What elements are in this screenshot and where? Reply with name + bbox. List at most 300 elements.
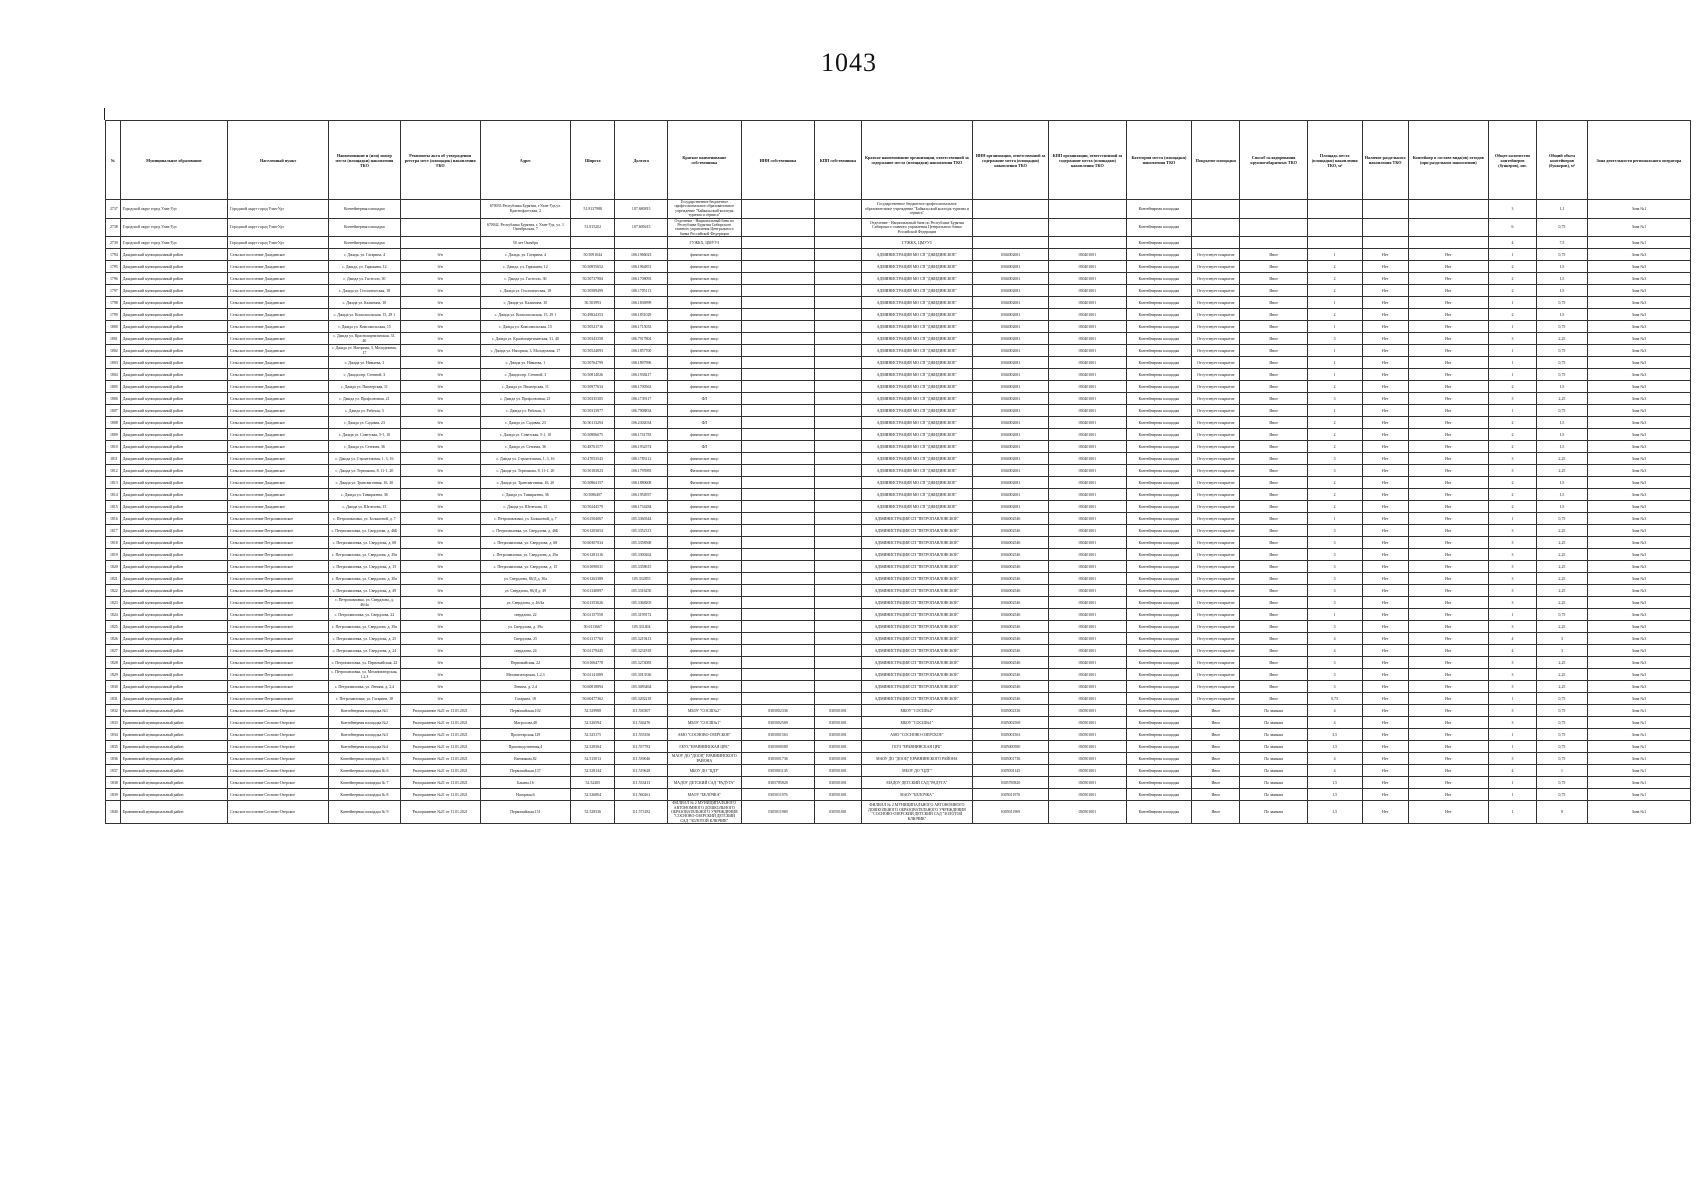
table-cell: Пролетарская,129	[480, 729, 571, 741]
table-row	[106, 525, 1691, 537]
table-cell: Иное	[1240, 417, 1307, 429]
table-cell: Иное	[1192, 801, 1240, 824]
table-row	[106, 597, 1691, 609]
table-cell: 106.1897996	[615, 357, 668, 369]
table-cell: с. Петропавловка, ул. Свердлова, д. 46Б	[329, 525, 401, 537]
table-cell: Контейнерная площадка	[1126, 573, 1191, 585]
table-cell: Нет	[1408, 669, 1488, 681]
table-cell: 1796	[106, 273, 121, 285]
table-cell: 2	[1488, 429, 1536, 441]
table-cell	[815, 489, 861, 501]
table-cell: с. Джида ул. Гастелло, 30	[329, 273, 401, 285]
table-cell: Сельское поселение Петропавловское	[228, 621, 329, 633]
table-cell: 1,5	[1537, 477, 1588, 489]
table-cell: Отсутствует покрытие	[1192, 393, 1240, 405]
table-cell	[815, 429, 861, 441]
table-cell: Нет	[1362, 681, 1408, 693]
table-cell: физическое лицо	[667, 357, 741, 369]
table-cell: физическое лицо	[667, 561, 741, 573]
table-row	[106, 729, 1691, 741]
table-cell: 2,25	[1537, 621, 1588, 633]
table-cell	[741, 669, 815, 681]
table-cell: физическое лицо	[667, 369, 741, 381]
table-cell: Контейнерная площадка № 6	[329, 765, 401, 777]
table-cell: 50 лет Октября	[480, 237, 571, 249]
column-header: №	[106, 121, 121, 200]
table-cell: Отсутствует покрытие	[1192, 273, 1240, 285]
table-cell: 3	[1488, 333, 1536, 345]
table-cell: физическое лицо	[667, 261, 741, 273]
table-cell: 50.61203654	[571, 525, 615, 537]
table-cell: 3	[1488, 200, 1536, 219]
table-cell: физическое лицо	[667, 573, 741, 585]
table-cell	[741, 200, 815, 219]
table-cell: 2	[1488, 381, 1536, 393]
table-cell	[815, 693, 861, 705]
table-cell: Контейнерная площадка	[1126, 597, 1191, 609]
table-cell	[815, 405, 861, 417]
table-cell: Городской округ город Улан-Удэ	[228, 237, 329, 249]
table-cell: Физическое лицо	[667, 477, 741, 489]
table-cell: Отсутствует покрытие	[1192, 297, 1240, 309]
table-cell: 106.1836999	[615, 297, 668, 309]
table-cell	[741, 237, 815, 249]
table-cell: б/н	[400, 513, 480, 525]
table-cell: 1,5	[1307, 741, 1362, 753]
table-cell: Иное	[1240, 561, 1307, 573]
table-cell: с. Джида ул. Краснопартизанская, 31, 40	[329, 333, 401, 345]
table-cell: 030401001	[1048, 441, 1126, 453]
table-cell: 1	[1488, 693, 1536, 705]
table-cell: 2,25	[1537, 585, 1588, 597]
table-cell: 1	[1488, 405, 1536, 417]
table-cell: Контейнерная площадка	[1126, 693, 1191, 705]
table-cell: физическое лицо	[667, 489, 741, 501]
table-cell: Государственное бюджетное профессиональное образовательное учреждение "Байкальский колледж туризма и сервиса"	[861, 200, 973, 219]
table-cell: 030401001	[1048, 369, 1126, 381]
table-row	[106, 645, 1691, 657]
table-cell	[741, 645, 815, 657]
table-cell: физическое лицо	[667, 513, 741, 525]
table-cell: АДМИНИСТРАЦИЯ МО СП "ДЖИДИНСКОЕ"	[861, 465, 973, 477]
table-cell: 030401001	[1048, 429, 1126, 441]
column-header: Категория места (площадки) накопления ТКО	[1126, 121, 1191, 200]
table-cell: 1816	[106, 513, 121, 525]
table-cell: Отсутствует покрытие	[1192, 609, 1240, 621]
table-cell	[400, 200, 480, 219]
table-cell: 030401001	[1048, 561, 1126, 573]
table-cell: Контейнерная площадка	[1126, 765, 1191, 777]
table-cell: Нет	[1362, 693, 1408, 705]
table-cell: 50.60477362	[571, 693, 615, 705]
table-cell: Нет	[1362, 705, 1408, 717]
column-header: ИНН организации, ответственной за содержание места (площадки) накопления ТКО	[973, 121, 1049, 200]
table-cell: с. Джида ул. Терешкова, 8, 11-1, 20	[480, 465, 571, 477]
table-cell: Контейнерная площадка	[1126, 381, 1191, 393]
table-cell	[815, 381, 861, 393]
table-cell: Сельское поселение Петропавловское	[228, 633, 329, 645]
table-cell: с. Петропавловка, ул. Свердлова, д. 15	[480, 561, 571, 573]
table-cell: физическое лицо	[667, 621, 741, 633]
table-cell	[815, 537, 861, 549]
table-row	[106, 789, 1691, 801]
table-cell	[815, 237, 861, 249]
table-cell: АДМИНИСТРАЦИЯ МО СП "ДЖИДИНСКОЕ"	[861, 309, 973, 321]
table-cell: Отсутствует покрытие	[1192, 645, 1240, 657]
table-cell: 106.1964851	[615, 261, 668, 273]
table-body	[106, 200, 1691, 824]
table-cell: Сельское поселение Петропавловское	[228, 537, 329, 549]
table-cell: с. Петропавловка, ул. Свердлова, д. 49	[329, 585, 401, 597]
table-cell: 3	[1488, 561, 1536, 573]
table-cell: б/н	[400, 309, 480, 321]
table-cell: 1828	[106, 657, 121, 669]
table-cell: 50.50855652	[571, 261, 615, 273]
table-cell: Зона №3	[1587, 561, 1690, 573]
table-cell: Отделение - Национальный банк по Республике Бурятия Сибирского главного управления Центрального банка Российской Федерации	[667, 218, 741, 237]
table-cell: ФЛ	[667, 417, 741, 429]
table-cell: б/н	[400, 537, 480, 549]
table-cell: 0,75	[1537, 717, 1588, 729]
table-cell	[1362, 200, 1408, 219]
table-cell: Сельское поселение Сосново-Озерское	[228, 765, 329, 777]
table-cell: Контейнерная площадка	[1126, 729, 1191, 741]
table-cell: 1834	[106, 729, 121, 741]
table-cell: 51.8137988	[571, 200, 615, 219]
table-cell: 111.557783	[615, 741, 668, 753]
table-cell: 1	[1488, 357, 1536, 369]
table-cell: Зона №1	[1587, 237, 1690, 249]
table-cell: МАОУ "БЕЛОЧКА"	[861, 789, 973, 801]
table-cell: Джидинский муниципальный район	[120, 453, 227, 465]
table-cell: Джидинский муниципальный район	[120, 333, 227, 345]
table-cell: 3	[1307, 465, 1362, 477]
table-cell: физическое лицо	[667, 645, 741, 657]
table-cell	[1192, 237, 1240, 249]
table-cell: ГБУЗ "ЕРАВНИНСКАЯ ЦРБ"	[667, 741, 741, 753]
table-cell: физическое лицо	[667, 549, 741, 561]
table-cell: 0305002569	[741, 717, 815, 729]
table-cell: 030401001	[1048, 681, 1126, 693]
table-cell: Зона №3	[1587, 585, 1690, 597]
table-row	[106, 273, 1691, 285]
table-cell: Отсутствует покрытие	[1192, 633, 1240, 645]
table-cell: Контейнерная площадка	[1126, 393, 1191, 405]
table-cell: Отсутствует покрытие	[1192, 525, 1240, 537]
table-cell: 1823	[106, 597, 121, 609]
table-cell	[815, 501, 861, 513]
table-cell: физическое лицо	[667, 285, 741, 297]
table-cell: б/н	[400, 285, 480, 297]
table-cell: Отсутствует покрытие	[1192, 681, 1240, 693]
table-cell: Сельское поселение Джидинское	[228, 441, 329, 453]
table-cell: физическое лицо	[667, 681, 741, 693]
table-cell: 1,1	[1537, 200, 1588, 219]
table-cell: Городской округ город Улан-Удэ	[120, 200, 227, 219]
table-cell: АДМИНИСТРАЦИЯ СП "ПЕТРОПАВЛОВСКОЕ"	[861, 537, 973, 549]
table-cell: Джидинский муниципальный район	[120, 573, 227, 585]
table-cell	[741, 633, 815, 645]
table-cell: Зона №3	[1587, 441, 1690, 453]
table-cell: Еравнинский муниципальный район	[120, 765, 227, 777]
column-header: Краткое наименование организации, ответственной за содержание места (площадки) накопления ТКО	[861, 121, 973, 200]
table-cell	[815, 218, 861, 237]
table-cell: Сельское поселение Джидинское	[228, 261, 329, 273]
table-cell: 2	[1488, 477, 1536, 489]
table-cell: 030401001	[1048, 489, 1126, 501]
table-cell: Нет	[1362, 357, 1408, 369]
table-cell: Отсутствует покрытие	[1192, 585, 1240, 597]
table-cell: Контейнерная площадка	[1126, 561, 1191, 573]
table-cell: Контейнерная площадка	[1126, 441, 1191, 453]
table-cell: 0304002681	[973, 285, 1049, 297]
table-cell: Нет	[1362, 489, 1408, 501]
table-cell: Нет	[1408, 429, 1488, 441]
table-cell: 030501001	[815, 705, 861, 717]
table-cell	[741, 597, 815, 609]
table-cell: 0305785820	[973, 777, 1049, 789]
table-cell: 106.1938217	[615, 369, 668, 381]
table-cell: 1801	[106, 333, 121, 345]
table-cell	[815, 417, 861, 429]
table-cell: Зона №3	[1587, 429, 1690, 441]
table-cell: Нет	[1362, 369, 1408, 381]
table-cell: 4	[1488, 645, 1536, 657]
table-cell: Джидинский муниципальный район	[120, 393, 227, 405]
table-cell: АДМИНИСТРАЦИЯ МО СП "ДЖИДИНСКОЕ"	[861, 393, 973, 405]
table-cell: 1	[1307, 405, 1362, 417]
table-cell: Контейнерная площадка	[1126, 333, 1191, 345]
table-cell: 0,75	[1537, 693, 1588, 705]
table-cell: АДМИНИСТРАЦИЯ СП "ПЕТРОПАВЛОВСКОЕ"	[861, 681, 973, 693]
table-cell: АМО "СОСНОВО-ОЗЕРСКОЕ"	[861, 729, 973, 741]
table-cell: Зона №3	[1587, 549, 1690, 561]
table-cell: 1813	[106, 477, 121, 489]
table-cell: 3	[1488, 621, 1536, 633]
table-cell: 0304002546	[973, 645, 1049, 657]
table-cell: Нет	[1408, 501, 1488, 513]
table-cell: 030401001	[1048, 465, 1126, 477]
table-cell: Нет	[1362, 597, 1408, 609]
table-cell: 105.3358568	[615, 537, 668, 549]
table-cell: Иное	[1192, 741, 1240, 753]
table-cell: АДМИНИСТРАЦИЯ МО СП "ДЖИДИНСКОЕ"	[861, 429, 973, 441]
table-cell	[741, 333, 815, 345]
table-cell: 2,25	[1537, 573, 1588, 585]
table-cell	[815, 453, 861, 465]
table-cell: 1	[1307, 321, 1362, 333]
table-cell: 0304002681	[973, 273, 1049, 285]
table-cell: 50.50764799	[571, 357, 615, 369]
table-cell: Еравнинский муниципальный район	[120, 741, 227, 753]
table-cell	[815, 633, 861, 645]
table-cell: с. Петропавловка, ул. Свердлова, д. 25	[329, 633, 401, 645]
table-cell: 0,75	[1537, 369, 1588, 381]
table-cell: 030501001	[1048, 765, 1126, 777]
table-cell: 0,75	[1537, 513, 1588, 525]
table-cell: с. Джида ул. Пионерская, 11	[480, 381, 571, 393]
table-cell: 50.50343358	[571, 333, 615, 345]
table-cell: Иное	[1192, 753, 1240, 765]
table-cell: 1,5	[1537, 429, 1588, 441]
table-cell	[741, 441, 815, 453]
table-cell: 030401001	[1048, 513, 1126, 525]
table-cell: с. Джида ул. Пионерская, 11	[329, 381, 401, 393]
table-cell: 030501001	[815, 741, 861, 753]
table-cell: 106.7917804	[615, 333, 668, 345]
table-cell: 1824	[106, 609, 121, 621]
table-cell: Контейнерная площадка	[1126, 249, 1191, 261]
table-cell: 2	[1307, 501, 1362, 513]
table-cell: Иное	[1240, 345, 1307, 357]
table-cell: 107.609415	[615, 218, 668, 237]
table-cell: 3	[1488, 753, 1536, 765]
table-row	[106, 285, 1691, 297]
table-cell: Зона №1	[1587, 777, 1690, 789]
table-cell: Нет	[1408, 765, 1488, 777]
table-cell: Распоряжение №21 от 11.01.2021	[400, 729, 480, 741]
table-cell: б/н	[400, 417, 480, 429]
table-row	[106, 801, 1691, 824]
table-cell: 0,75	[1307, 693, 1362, 705]
table-cell: Контейнерная площадка	[329, 200, 401, 219]
table-cell: б/н	[400, 273, 480, 285]
table-cell: 030401001	[1048, 309, 1126, 321]
table-cell: 2	[1488, 417, 1536, 429]
table-cell: Нет	[1408, 417, 1488, 429]
table-cell: АДМИНИСТРАЦИЯ МО СП "ДЖИДИНСКОЕ"	[861, 417, 973, 429]
table-cell: Зона №1	[1587, 753, 1690, 765]
table-row	[106, 393, 1691, 405]
table-cell: Иное	[1192, 777, 1240, 789]
table-cell: физическое лицо	[667, 597, 741, 609]
table-cell: 1811	[106, 453, 121, 465]
table-cell: с. Джида ул. Краснопартизанская, 31, 40	[480, 333, 571, 345]
table-cell	[815, 285, 861, 297]
table-cell: Иное	[1240, 273, 1307, 285]
table-cell: Сельское поселение Сосново-Озерское	[228, 729, 329, 741]
table-row	[106, 561, 1691, 573]
table-cell: Иное	[1240, 549, 1307, 561]
table-cell: Джидинский муниципальный район	[120, 693, 227, 705]
table-cell: 1,5	[1537, 381, 1588, 393]
table-cell: ФИЛИАЛ № 2 МУНИЦИПАЛЬНОГО АВТОНОМНОГО ДОШКОЛЬНОГО ОБРАЗОВАТЕЛЬНОГО УЧРЕЖДЕНИЯ "СОСНОВО-ОЗЕРСКИЙ ДЕТСКИЙ САД "ЗОЛОТОЙ КЛЮЧИК"	[861, 801, 973, 824]
table-cell: 1,5	[1537, 309, 1588, 321]
table-cell: По заявкам	[1240, 717, 1307, 729]
table-cell: Джидинский муниципальный район	[120, 261, 227, 273]
table-cell: АДМИНИСТРАЦИЯ МО СП "ДЖИДИНСКОЕ"	[861, 501, 973, 513]
table-cell: физическое лицо	[667, 381, 741, 393]
table-cell: Сельское поселение Джидинское	[228, 489, 329, 501]
table-cell: МБОУ "СОСШ№1"	[861, 717, 973, 729]
table-cell: 3	[1488, 465, 1536, 477]
table-cell: Отсутствует покрытие	[1192, 477, 1240, 489]
table-row	[106, 501, 1691, 513]
table-cell: Нет	[1362, 513, 1408, 525]
table-cell: ул. Свердлова, д. 39а	[480, 621, 571, 633]
table-cell: Зона №3	[1587, 381, 1690, 393]
table-cell: Отсутствует покрытие	[1192, 309, 1240, 321]
table-cell: Контейнерная площадка	[1126, 405, 1191, 417]
table-cell: Контейнерная площадка №3	[329, 729, 401, 741]
table-cell: АДМИНИСТРАЦИЯ МО СП "ДЖИДИНСКОЕ"	[861, 321, 973, 333]
table-cell: 2,25	[1537, 453, 1588, 465]
table-cell: 0,75	[1537, 777, 1588, 789]
table-cell: По заявкам	[1240, 705, 1307, 717]
table-cell	[815, 345, 861, 357]
table-cell: Зона №3	[1587, 633, 1690, 645]
table-cell: Контейнерная площадка	[1126, 453, 1191, 465]
table-cell: 1812	[106, 465, 121, 477]
table-cell: 0305001563	[973, 729, 1049, 741]
table-cell: 3	[1488, 717, 1536, 729]
table-cell	[815, 393, 861, 405]
table-cell: Иное	[1240, 669, 1307, 681]
table-cell: Зона №3	[1587, 333, 1690, 345]
table-cell: 030401001	[1048, 621, 1126, 633]
table-cell: 1832	[106, 705, 121, 717]
table-cell: МАОУ ДО "ДООЦ" ЕРАВНИНСКОГО РАЙОНА	[667, 753, 741, 765]
table-cell: Городской округ город Улан-Удэ	[120, 218, 227, 237]
table-cell: Нет	[1408, 369, 1488, 381]
table-cell: 030401001	[1048, 381, 1126, 393]
table-cell: Джидинский муниципальный район	[120, 657, 227, 669]
table-cell: Джидинский муниципальный район	[120, 273, 227, 285]
table-cell: 030401001	[1048, 393, 1126, 405]
table-cell: 52.528144	[571, 765, 615, 777]
table-cell: Зона №3	[1587, 645, 1690, 657]
table-cell: Нет	[1362, 309, 1408, 321]
table-cell: Иное	[1240, 633, 1307, 645]
table-cell: 2	[1307, 477, 1362, 489]
table-row	[106, 717, 1691, 729]
table-cell: 030401001	[1048, 537, 1126, 549]
table-cell: По заявкам	[1240, 789, 1307, 801]
table-cell: 3	[1307, 537, 1362, 549]
table-cell: Нет	[1362, 465, 1408, 477]
table-cell	[815, 249, 861, 261]
table-cell: 2	[1307, 273, 1362, 285]
table-cell: 50.47053543	[571, 453, 615, 465]
table-cell: 111.533413	[615, 777, 668, 789]
table-cell: 1,5	[1537, 261, 1588, 273]
table-cell: Зона №3	[1587, 477, 1690, 489]
table-cell: Нет	[1362, 405, 1408, 417]
table-cell: Сельское поселение Петропавловское	[228, 597, 329, 609]
table-cell: Контейнерная площадка	[1126, 273, 1191, 285]
table-cell: 030401001	[1048, 417, 1126, 429]
table-cell: Нет	[1408, 489, 1488, 501]
table-cell: 030501001	[815, 777, 861, 789]
table-cell: 030501001	[1048, 741, 1126, 753]
table-cell: Нет	[1362, 525, 1408, 537]
table-cell: 0304002681	[973, 261, 1049, 273]
column-header: Краткое наименование собственника	[667, 121, 741, 200]
table-cell: Городской округ город Улан-Удэ	[228, 200, 329, 219]
table-cell	[815, 549, 861, 561]
table-cell: 1804	[106, 369, 121, 381]
table-cell: Нет	[1408, 405, 1488, 417]
table-cell: АДМИНИСТРАЦИЯ МО СП "ДЖИДИНСКОЕ"	[861, 333, 973, 345]
table-cell: Нет	[1408, 741, 1488, 753]
table-cell: 1	[1488, 777, 1536, 789]
table-cell: Отсутствует покрытие	[1192, 321, 1240, 333]
table-cell: физическое лицо	[667, 585, 741, 597]
table-cell: Зона №1	[1587, 729, 1690, 741]
table-cell: Иное	[1240, 693, 1307, 705]
table-cell: физическое лицо	[667, 297, 741, 309]
table-cell: б/н	[400, 489, 480, 501]
